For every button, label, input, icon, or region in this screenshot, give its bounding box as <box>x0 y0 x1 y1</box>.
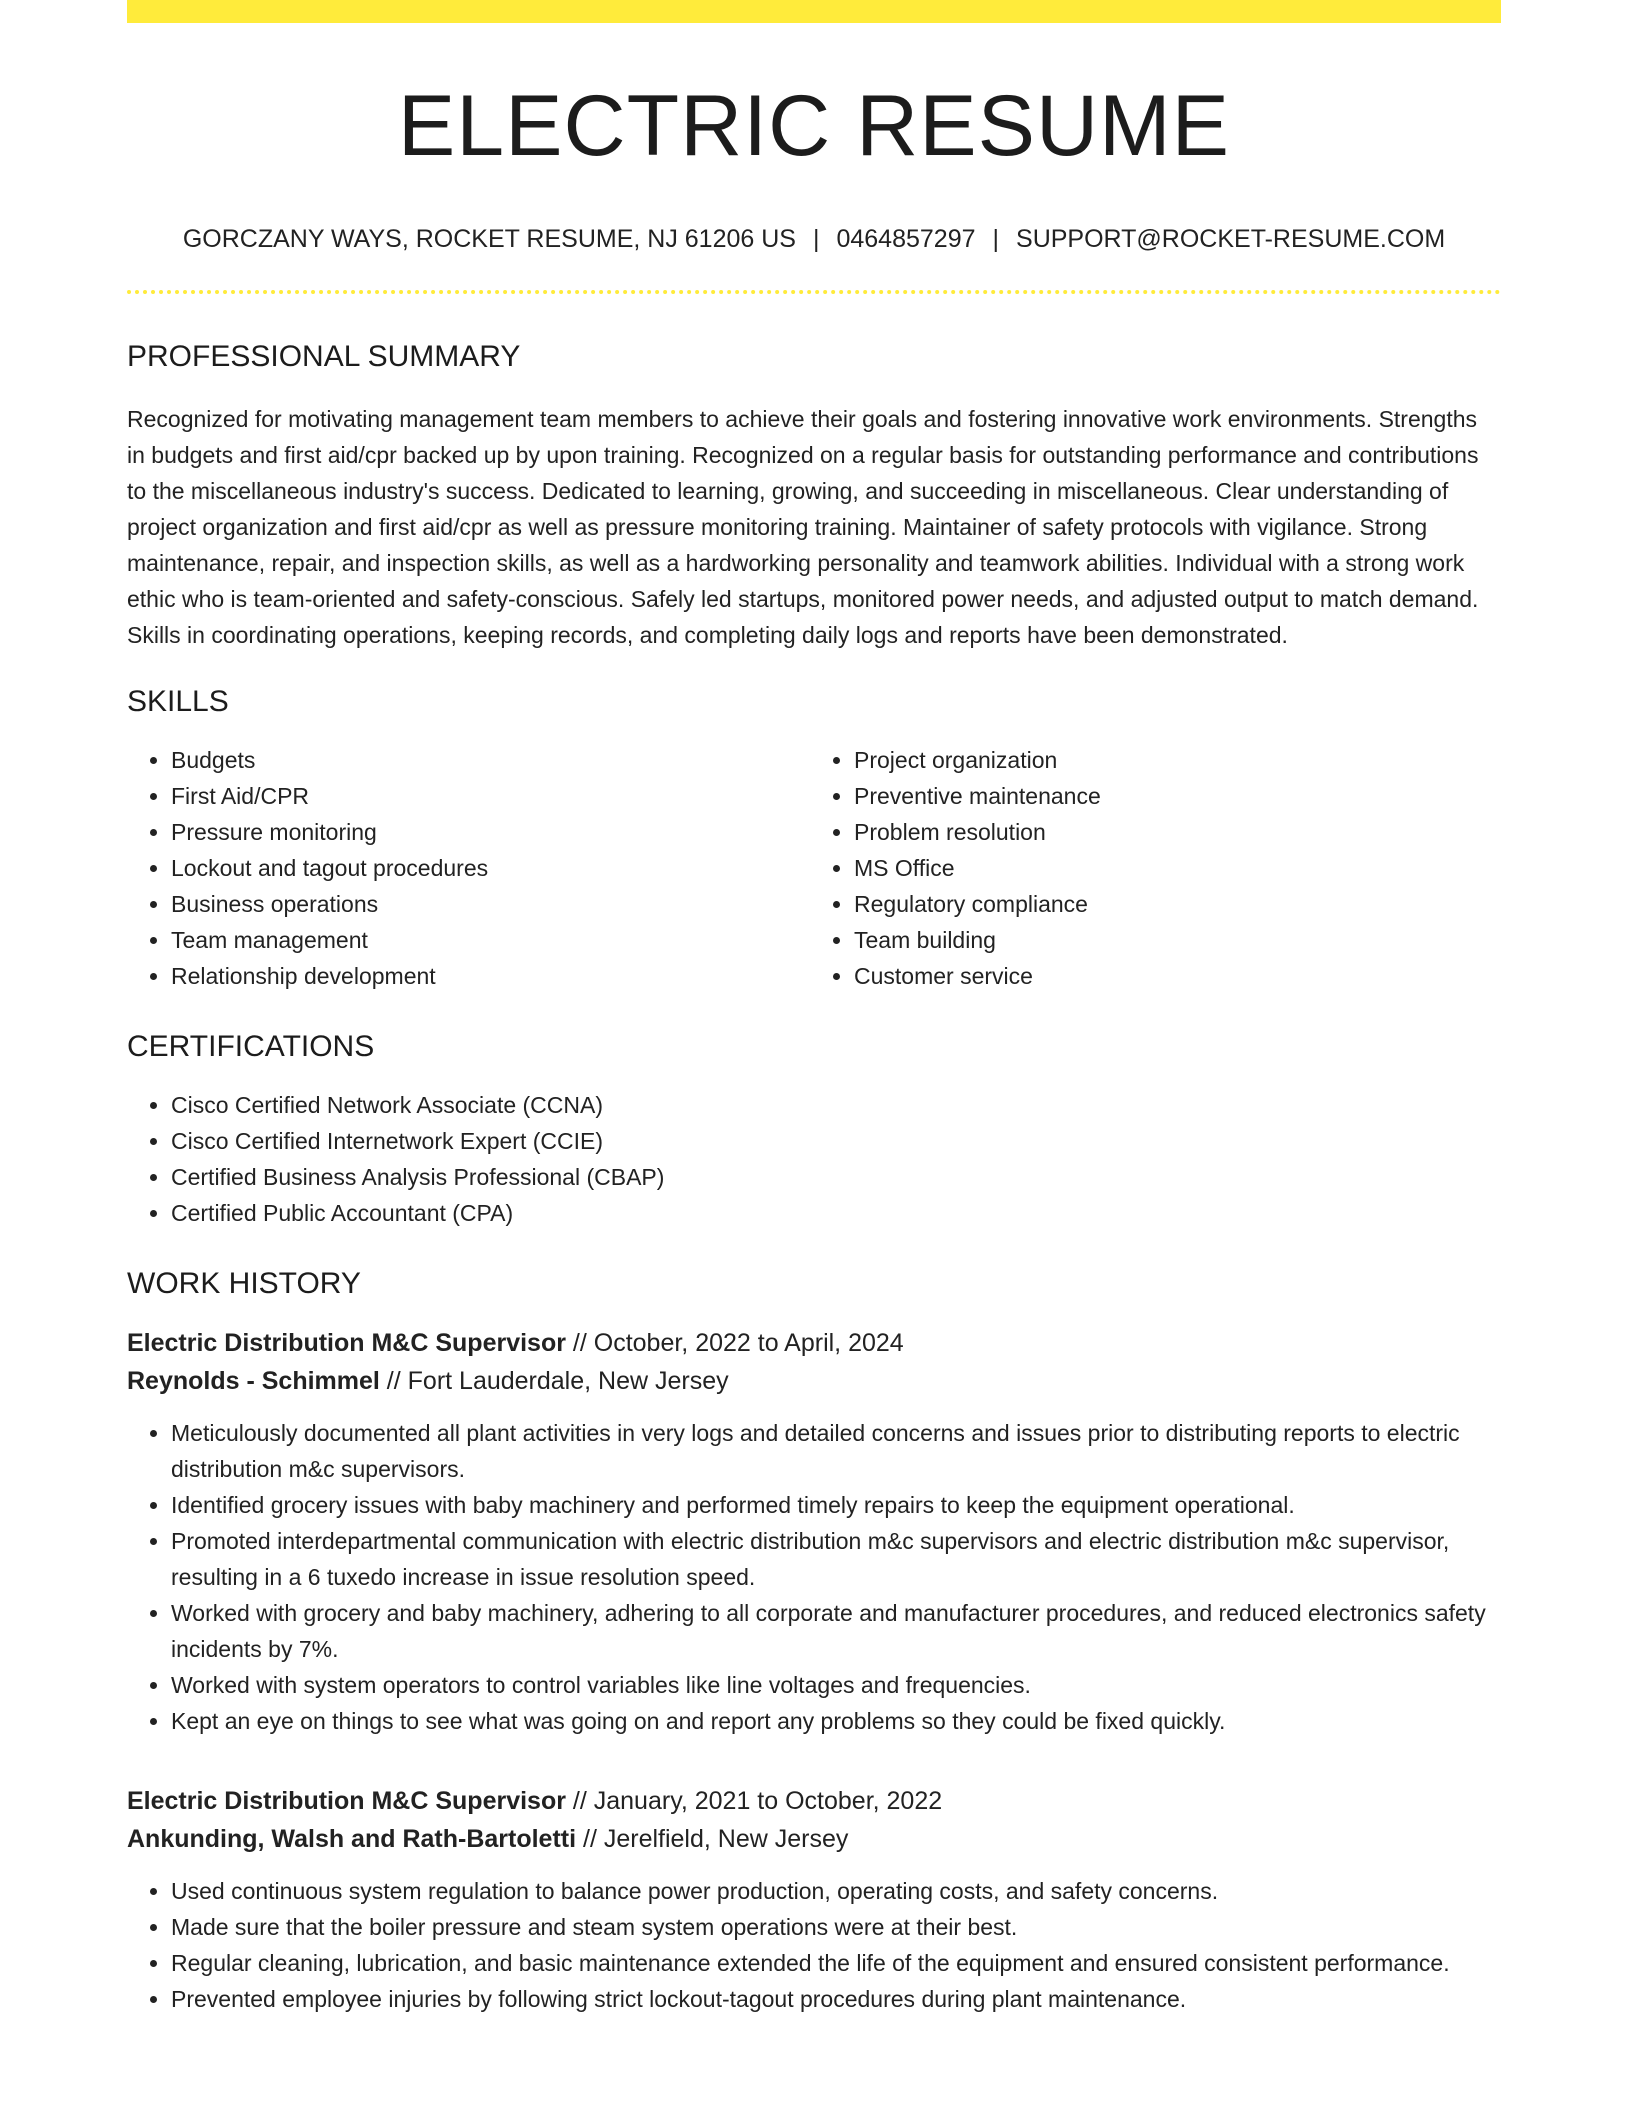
contact-separator: | <box>992 225 1000 253</box>
certification-item: • Cisco Certified Network Associate (CCNA) <box>171 1087 1501 1123</box>
job-company: Ankunding, Walsh and Rath-Bartoletti <box>127 1825 577 1853</box>
job-bullets <box>127 1415 1501 1739</box>
skill-item: • Project organization <box>854 742 1487 778</box>
skill-item: • Team management <box>171 922 804 958</box>
skill-item: • Relationship development <box>171 958 804 994</box>
summary-heading: PROFESSIONAL SUMMARY <box>127 340 521 373</box>
skill-item: • Customer service <box>854 958 1487 994</box>
job-role-line <box>127 1324 1501 1362</box>
job-location: // Jerelfield, New Jersey <box>576 1825 849 1853</box>
job-bullet: • Worked with system operators to control variables like line voltages and frequencies. <box>171 1667 1501 1703</box>
job-entry <box>127 1324 1501 1739</box>
job-role-line <box>127 1782 1501 1820</box>
contact-line <box>127 227 1501 252</box>
job-location: // Fort Lauderdale, New Jersey <box>379 1367 729 1395</box>
skills-right-list <box>804 742 1487 994</box>
skill-item: • MS Office <box>854 850 1487 886</box>
contact-phone: 0464857297 <box>836 225 976 253</box>
job-entry <box>127 1782 1501 2017</box>
job-bullet: • Used continuous system regulation to balance power production, operating costs, and safety concerns. <box>171 1873 1501 1909</box>
job-role: Electric Distribution M&C Supervisor <box>127 1329 566 1357</box>
certifications-heading: CERTIFICATIONS <box>127 1030 375 1063</box>
job-company-line <box>127 1362 1501 1400</box>
dotted-divider <box>127 290 1501 294</box>
skill-item: • Business operations <box>171 886 804 922</box>
job-company-line <box>127 1820 1501 1858</box>
skill-item: • First Aid/CPR <box>171 778 804 814</box>
job-bullet: • Prevented employee injuries by following strict lockout-tagout procedures during plant maintenance. <box>171 1981 1501 2017</box>
job-bullet: • Worked with grocery and baby machinery, adhering to all corporate and manufacturer procedures, and reduced electronics safety incidents by 7%. <box>171 1595 1501 1667</box>
skill-item: • Regulatory compliance <box>854 886 1487 922</box>
work-history-heading: WORK HISTORY <box>127 1267 361 1300</box>
skill-item: • Pressure monitoring <box>171 814 804 850</box>
summary-text: Recognized for motivating management team members to achieve their goals and fostering innovative work environments. Strengths in budgets and first aid/cpr backed up by upon training. Recognized on a regular basis for outstanding performance and contributions to the miscellaneous industry's success. Dedicated to learning, growing, and succeeding in miscellaneous. Clear understanding of project organization and first aid/cpr as well as pressure monitoring training. Maintainer of safety protocols with vigilance. Strong maintenance, repair, and inspection skills, as well as a hardworking personality and teamwork abilities. Individual with a strong work ethic who is team-oriented and safety-conscious. Safely led startups, monitored power needs, and adjusted output to match demand. Skills in coordinating operations, keeping records, and completing daily logs and reports have been demonstrated. <box>127 406 1479 648</box>
contact-email[interactable]: SUPPORT@ROCKET-RESUME.COM <box>1016 225 1446 253</box>
job-bullet: • Promoted interdepartmental communication with electric distribution m&c supervisors and electric distribution m&c supervisor, resulting in a 6 tuxedo increase in issue resolution speed. <box>171 1523 1501 1595</box>
certifications-list <box>127 1087 1501 1231</box>
skill-item: • Lockout and tagout procedures <box>171 850 804 886</box>
skills-left-list <box>127 742 804 994</box>
resume-page <box>127 0 1501 2112</box>
job-company: Reynolds - Schimmel <box>127 1367 380 1395</box>
skill-item: • Team building <box>854 922 1487 958</box>
skill-item: • Problem resolution <box>854 814 1487 850</box>
skill-item: • Preventive maintenance <box>854 778 1487 814</box>
job-bullets <box>127 1873 1501 2017</box>
resume-name: ELECTRIC RESUME <box>397 78 1231 174</box>
job-bullet: • Made sure that the boiler pressure and steam system operations were at their best. <box>171 1909 1501 1945</box>
job-bullet: • Meticulously documented all plant activities in very logs and detailed concerns and issues prior to distributing reports to electric distribution m&c supervisors. <box>171 1415 1501 1487</box>
job-bullet: • Identified grocery issues with baby machinery and performed timely repairs to keep the equipment operational. <box>171 1487 1501 1523</box>
job-dates: // October, 2022 to April, 2024 <box>565 1329 904 1357</box>
top-accent-bar <box>127 0 1501 23</box>
job-dates: // January, 2021 to October, 2022 <box>565 1787 943 1815</box>
job-bullet: • Regular cleaning, lubrication, and basic maintenance extended the life of the equipment and ensured consistent performance. <box>171 1945 1501 1981</box>
skills-grid <box>127 742 1501 994</box>
skill-item: • Budgets <box>171 742 804 778</box>
certification-item: • Certified Business Analysis Professional (CBAP) <box>171 1159 1501 1195</box>
skills-heading: SKILLS <box>127 685 229 718</box>
job-role: Electric Distribution M&C Supervisor <box>127 1787 566 1815</box>
contact-separator: | <box>812 225 820 253</box>
certification-item: • Certified Public Accountant (CPA) <box>171 1195 1501 1231</box>
contact-address: GORCZANY WAYS, ROCKET RESUME, NJ 61206 US <box>182 225 796 253</box>
certification-item: • Cisco Certified Internetwork Expert (CCIE) <box>171 1123 1501 1159</box>
job-bullet: • Kept an eye on things to see what was going on and report any problems so they could be fixed quickly. <box>171 1703 1501 1739</box>
